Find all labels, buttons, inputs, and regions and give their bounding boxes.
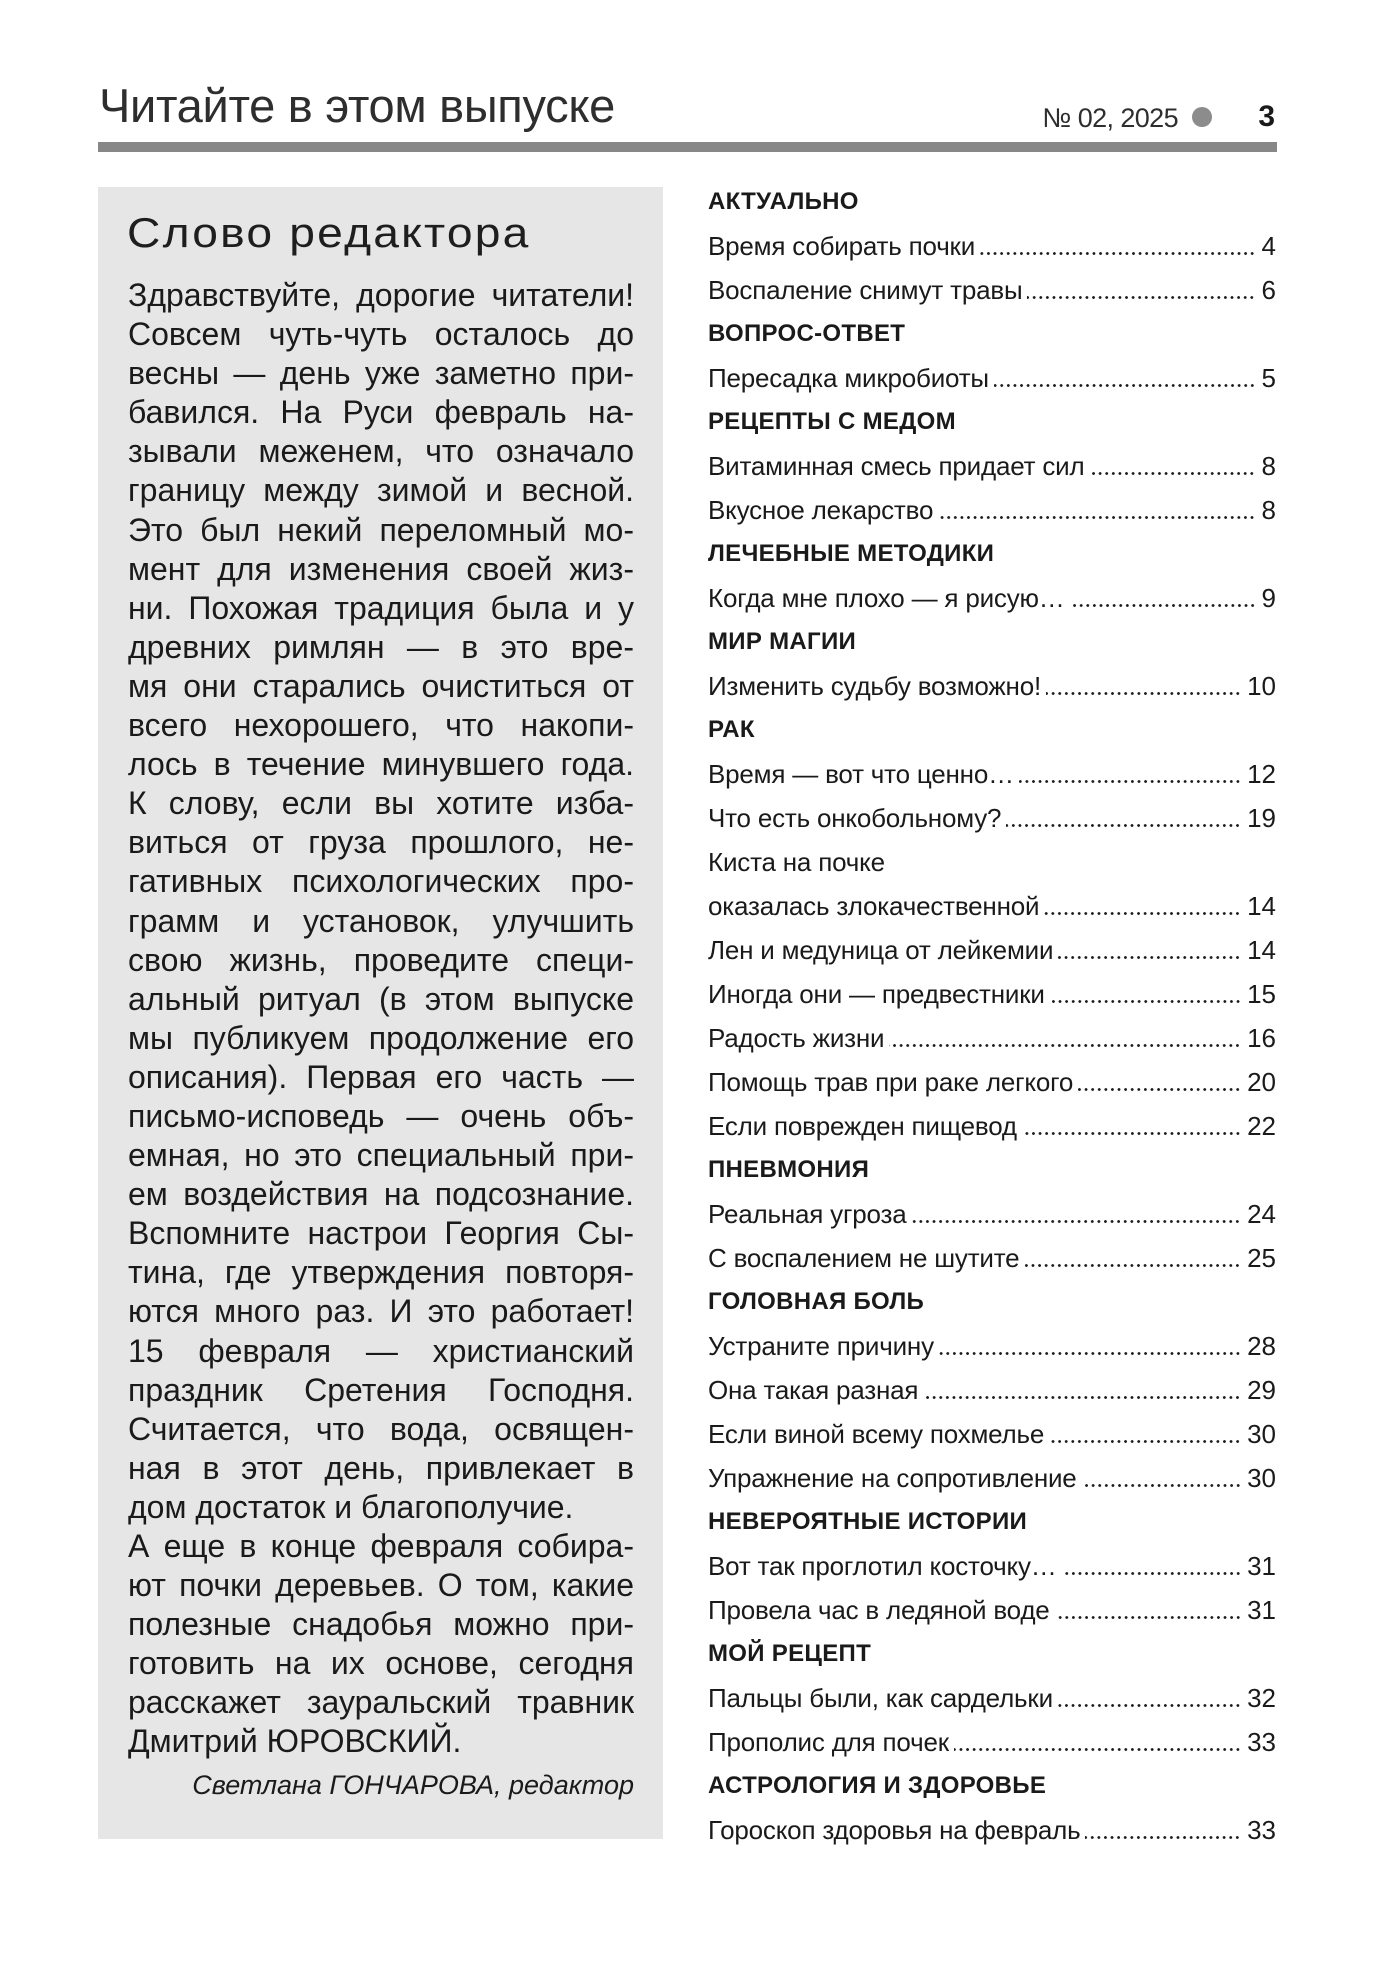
toc-entry-row bbox=[708, 1368, 1276, 1412]
toc-entry-title: Упражнение на сопротивление bbox=[708, 1463, 1077, 1493]
editorial-text-line: свою жизнь, проведите специ- bbox=[128, 941, 634, 978]
toc-entry-row bbox=[708, 488, 1276, 532]
toc-section bbox=[708, 1500, 1276, 1632]
toc-section-heading: ВОПРОС-ОТВЕТ bbox=[708, 320, 906, 347]
toc-entry-title: Прополис для почек bbox=[708, 1727, 949, 1757]
table-of-contents bbox=[708, 180, 1276, 1852]
toc-section bbox=[708, 1280, 1276, 1500]
dot-leader bbox=[923, 1396, 1241, 1399]
toc-entry-row bbox=[708, 444, 1276, 488]
toc-entry-title: Изменить судьбу возможно! bbox=[708, 671, 1041, 701]
toc-entry-row bbox=[708, 884, 1276, 928]
section-title: Читайте в этом выпуске bbox=[99, 79, 615, 132]
toc-section-heading: АКТУАЛЬНО bbox=[708, 188, 859, 215]
editorial-text-line: мы публикуем продолжение его bbox=[128, 1019, 634, 1056]
toc-entry-title: С воспалением не шутите bbox=[708, 1243, 1020, 1273]
dot-leader bbox=[911, 1220, 1241, 1223]
dot-leader bbox=[1049, 1440, 1241, 1443]
toc-section-heading: МОЙ РЕЦЕПТ bbox=[708, 1640, 872, 1667]
editorial-text-line: Дмитрий ЮРОВСКИЙ. bbox=[128, 1723, 462, 1760]
toc-entry bbox=[708, 444, 1276, 488]
toc-entry-title: Вот так проглотил косточку… bbox=[708, 1551, 1057, 1581]
toc-section bbox=[708, 1148, 1276, 1280]
toc-entry-title: Когда мне плохо — я рисую… bbox=[708, 583, 1065, 613]
toc-entry-title: Воспаление снимут травы bbox=[708, 275, 1023, 305]
toc-page-number: 14 bbox=[1247, 891, 1276, 921]
toc-entry bbox=[708, 1676, 1276, 1720]
editorial-text-line: расскажет зауральский травник bbox=[128, 1684, 634, 1721]
toc-page-number: 15 bbox=[1247, 979, 1276, 1009]
editorial-paragraph bbox=[128, 276, 634, 1527]
dot-leader bbox=[994, 384, 1256, 387]
toc-entry bbox=[708, 356, 1276, 400]
toc-entry bbox=[708, 1060, 1276, 1104]
toc-entry-title: Иногда они — предвестники bbox=[708, 979, 1045, 1009]
toc-entry bbox=[708, 1016, 1276, 1060]
toc-section bbox=[708, 620, 1276, 708]
editorial-text-line: Это был некий переломный мо- bbox=[128, 511, 634, 548]
toc-entry-title: Помощь трав при раке легкого bbox=[708, 1067, 1074, 1097]
editorial-text-line: границу между зимой и весной. bbox=[128, 472, 634, 509]
toc-entry-row bbox=[708, 1016, 1276, 1060]
editorial-text-line: ная в этот день, привлекает в bbox=[128, 1449, 634, 1486]
toc-section-heading: МИР МАГИИ bbox=[708, 628, 857, 655]
editorial-signature: Светлана ГОНЧАРОВА, редактор bbox=[192, 1770, 634, 1801]
toc-section bbox=[708, 1632, 1276, 1764]
editorial-text-line: К слову, если вы хотите изба- bbox=[128, 785, 634, 822]
dot-leader bbox=[1019, 780, 1241, 783]
toc-section bbox=[708, 312, 1276, 400]
toc-entry bbox=[708, 1456, 1276, 1500]
toc-entry-title: Радость жизни bbox=[708, 1023, 885, 1053]
editorial-text bbox=[128, 276, 634, 1762]
toc-section-heading: РАК bbox=[708, 716, 755, 743]
dot-leader bbox=[889, 1044, 1241, 1047]
editorial-sidebar bbox=[98, 187, 663, 1839]
editorial-text-line: лось в течение минувшего года. bbox=[128, 746, 634, 783]
toc-section-heading: ЛЕЧЕБНЫЕ МЕТОДИКИ bbox=[708, 540, 995, 567]
editorial-text-line: всего нехорошего, что накопи- bbox=[128, 707, 634, 744]
dot-leader bbox=[1006, 824, 1241, 827]
toc-section-heading: ПНЕВМОНИЯ bbox=[708, 1156, 870, 1183]
toc-page-number: 33 bbox=[1247, 1727, 1276, 1757]
dot-leader bbox=[938, 516, 1255, 519]
toc-entry bbox=[708, 1324, 1276, 1368]
dot-leader bbox=[1022, 1132, 1241, 1135]
editorial-text-line: дом достаток и благополучие. bbox=[128, 1488, 574, 1525]
editorial-paragraph bbox=[128, 1527, 634, 1762]
toc-page-number: 8 bbox=[1261, 451, 1276, 481]
dot-leader bbox=[1070, 604, 1256, 607]
toc-entry-title: Гороскоп здоровья на февраль bbox=[708, 1815, 1081, 1845]
toc-entry-row bbox=[708, 752, 1276, 796]
toc-entry-row bbox=[708, 1720, 1276, 1764]
editorial-text-line: тина, где утверждения повторя- bbox=[128, 1254, 634, 1291]
dot-leader bbox=[1062, 1572, 1242, 1575]
editorial-text-line: письмо-исповедь — очень объ- bbox=[128, 1097, 634, 1134]
editorial-text-line: ются много раз. И это работает! bbox=[128, 1293, 634, 1330]
dot-leader bbox=[1089, 472, 1255, 475]
dot-leader bbox=[1082, 1484, 1242, 1487]
toc-page-number: 25 bbox=[1247, 1243, 1276, 1273]
toc-entry bbox=[708, 268, 1276, 312]
toc-page-number: 20 bbox=[1247, 1067, 1276, 1097]
toc-page-number: 10 bbox=[1247, 671, 1276, 701]
editorial-text-line: альный ритуал (в этом выпуске bbox=[128, 980, 634, 1017]
toc-entry-row bbox=[708, 224, 1276, 268]
toc-entry-title: Киста на почке bbox=[708, 847, 885, 877]
dot-leader bbox=[939, 1352, 1241, 1355]
toc-page-number: 31 bbox=[1247, 1551, 1276, 1581]
dot-leader bbox=[1058, 1704, 1241, 1707]
toc-entry-title: Она такая разная bbox=[708, 1375, 919, 1405]
toc-section bbox=[708, 400, 1276, 532]
toc-entry-title-continuation: оказалась злокачественной bbox=[708, 891, 1040, 921]
editorial-title: Слово редактора bbox=[127, 209, 531, 256]
dot-leader bbox=[1085, 1836, 1241, 1839]
toc-page-number: 28 bbox=[1247, 1331, 1276, 1361]
toc-entry-row bbox=[708, 928, 1276, 972]
page-number: 3 bbox=[1258, 100, 1275, 133]
toc-entry-row bbox=[708, 1456, 1276, 1500]
toc-page-number: 24 bbox=[1247, 1199, 1276, 1229]
dot-leader bbox=[1078, 1088, 1241, 1091]
toc-entry-row bbox=[708, 1192, 1276, 1236]
toc-entry-title-line bbox=[708, 840, 1276, 884]
toc-section bbox=[708, 180, 1276, 312]
toc-entry bbox=[708, 576, 1276, 620]
dot-leader bbox=[1055, 1616, 1242, 1619]
toc-entry-row bbox=[708, 356, 1276, 400]
editorial-text-line: описания). Первая его часть — bbox=[128, 1058, 634, 1095]
toc-entry-title: Если поврежден пищевод bbox=[708, 1111, 1017, 1141]
toc-entry-row bbox=[708, 1412, 1276, 1456]
toc-entry bbox=[708, 972, 1276, 1016]
toc-page-number: 14 bbox=[1247, 935, 1276, 965]
toc-entry bbox=[708, 1412, 1276, 1456]
editorial-text-line: виться от груза прошлого, не- bbox=[128, 824, 634, 861]
editorial-text-line: мент для изменения своей жиз- bbox=[128, 550, 634, 587]
toc-page-number: 9 bbox=[1261, 583, 1276, 613]
editorial-text-line: ни. Похожая традиция была и у bbox=[128, 589, 634, 626]
editorial-text-line: Считается, что вода, освящен- bbox=[128, 1410, 634, 1447]
toc-entry-row bbox=[708, 1324, 1276, 1368]
toc-entry-row bbox=[708, 1808, 1276, 1852]
toc-entry-row bbox=[708, 972, 1276, 1016]
toc-page-number: 12 bbox=[1247, 759, 1276, 789]
toc-entry-row bbox=[708, 1060, 1276, 1104]
toc-entry-title: Провела час в ледяной воде bbox=[708, 1595, 1050, 1625]
toc-entry bbox=[708, 488, 1276, 532]
toc-section bbox=[708, 532, 1276, 620]
toc-entry-row bbox=[708, 1676, 1276, 1720]
toc-entry bbox=[708, 752, 1276, 796]
toc-entry bbox=[708, 1808, 1276, 1852]
toc-entry-title: Витаминная смесь придает сил bbox=[708, 451, 1085, 481]
editorial-text-line: емная, но это специальный при- bbox=[128, 1137, 634, 1174]
toc-entry-title: Устраните причину bbox=[708, 1331, 934, 1361]
toc-entry-row bbox=[708, 1544, 1276, 1588]
toc-entry-title: Если виной всему похмелье bbox=[708, 1419, 1045, 1449]
editorial-text-line: мя они старались очиститься от bbox=[128, 667, 634, 704]
editorial-text-line: древних римлян — в это вре- bbox=[128, 628, 634, 665]
dot-leader bbox=[980, 252, 1255, 255]
toc-entry-row bbox=[708, 576, 1276, 620]
toc-entry bbox=[708, 664, 1276, 708]
toc-section-heading: ГОЛОВНАЯ БОЛЬ bbox=[708, 1288, 925, 1315]
toc-entry-title: Время собирать почки bbox=[708, 231, 976, 261]
editorial-text-line: ют почки деревьев. О том, какие bbox=[128, 1567, 634, 1604]
editorial-text-line: Совсем чуть-чуть осталось до bbox=[128, 316, 634, 353]
editorial-text-line: весны — день уже заметно при- bbox=[128, 355, 634, 392]
editorial-text-line: полезные снадобья можно при- bbox=[128, 1606, 634, 1643]
toc-page-number: 19 bbox=[1247, 803, 1276, 833]
editorial-text-line: Вспомните настрои Георгия Сы- bbox=[128, 1215, 634, 1252]
toc-entry bbox=[708, 928, 1276, 972]
toc-page-number: 5 bbox=[1261, 363, 1276, 393]
editorial-text-line: Здравствуйте, дорогие читатели! bbox=[128, 277, 634, 313]
toc-entry-title: Пальцы были, как сардельки bbox=[708, 1683, 1053, 1713]
toc-page-number: 31 bbox=[1247, 1595, 1276, 1625]
toc-page-number: 33 bbox=[1247, 1815, 1276, 1845]
dot-leader bbox=[1058, 956, 1241, 959]
toc-section bbox=[708, 708, 1276, 1148]
editorial-body bbox=[128, 276, 634, 1805]
toc-section bbox=[708, 1764, 1276, 1852]
toc-page-number: 30 bbox=[1247, 1419, 1276, 1449]
dot-leader bbox=[1027, 296, 1255, 299]
editorial-text-line: гативных психологических про- bbox=[128, 863, 634, 900]
editorial-text-line: зывали меженем, что означало bbox=[128, 433, 634, 470]
toc-entry-title: Реальная угроза bbox=[708, 1199, 907, 1229]
editorial-text-line: готовить на их основе, сегодня bbox=[128, 1645, 634, 1682]
bullet-dot-icon bbox=[1192, 107, 1212, 127]
editorial-text-line: ем воздействия на подсознание. bbox=[128, 1176, 634, 1213]
toc-page-number: 30 bbox=[1247, 1463, 1276, 1493]
dot-leader bbox=[1024, 1264, 1241, 1267]
toc-page-number: 22 bbox=[1247, 1111, 1276, 1141]
toc-page-number: 6 bbox=[1261, 275, 1276, 305]
dot-leader bbox=[1044, 912, 1241, 915]
toc-section-heading: НЕВЕРОЯТНЫЕ ИСТОРИИ bbox=[708, 1508, 1028, 1535]
toc-entry bbox=[708, 1588, 1276, 1632]
toc-entry bbox=[708, 840, 1276, 928]
toc-entry-title: Вкусное лекарство bbox=[708, 495, 934, 525]
toc-entry-row bbox=[708, 268, 1276, 312]
editorial-text-line: А еще в конце февраля собира- bbox=[128, 1528, 634, 1564]
toc-entry bbox=[708, 1368, 1276, 1412]
toc-entry bbox=[708, 1192, 1276, 1236]
toc-entry-row bbox=[708, 1104, 1276, 1148]
toc-page-number: 32 bbox=[1247, 1683, 1276, 1713]
toc-entry-title: Что есть онкобольному? bbox=[708, 803, 1002, 833]
toc-entry bbox=[708, 1544, 1276, 1588]
editorial-text-line: праздник Сретения Господня. bbox=[128, 1371, 634, 1408]
toc-entry-title: Пересадка микробиоты bbox=[708, 363, 989, 393]
toc-page-number: 8 bbox=[1261, 495, 1276, 525]
toc-entry bbox=[708, 1236, 1276, 1280]
toc-page-number: 29 bbox=[1247, 1375, 1276, 1405]
editorial-text-line: бавился. На Руси февраль на- bbox=[128, 394, 634, 431]
toc-entry-title: Время — вот что ценно… bbox=[708, 759, 1014, 789]
toc-section-heading: АСТРОЛОГИЯ И ЗДОРОВЬЕ bbox=[708, 1772, 1047, 1799]
toc-entry-row bbox=[708, 796, 1276, 840]
toc-entry-title: Лен и медуница от лейкемии bbox=[708, 935, 1054, 965]
header-divider bbox=[98, 142, 1277, 152]
toc-entry bbox=[708, 1104, 1276, 1148]
dot-leader bbox=[1050, 1000, 1241, 1003]
issue-number: № 02, 2025 bbox=[1042, 103, 1178, 133]
dot-leader bbox=[954, 1748, 1241, 1751]
toc-entry-row bbox=[708, 1588, 1276, 1632]
dot-leader bbox=[1046, 692, 1241, 695]
toc-entry bbox=[708, 796, 1276, 840]
toc-entry bbox=[708, 1720, 1276, 1764]
toc-page-number: 16 bbox=[1247, 1023, 1276, 1053]
toc-entry-row bbox=[708, 664, 1276, 708]
toc-entry-row bbox=[708, 1236, 1276, 1280]
editorial-text-line: 15 февраля — христианский bbox=[128, 1332, 634, 1369]
editorial-text-line: грамм и установок, улучшить bbox=[128, 902, 634, 939]
toc-section-heading: РЕЦЕПТЫ С МЕДОМ bbox=[708, 408, 956, 435]
toc-entry bbox=[708, 224, 1276, 268]
toc-page-number: 4 bbox=[1261, 231, 1276, 261]
